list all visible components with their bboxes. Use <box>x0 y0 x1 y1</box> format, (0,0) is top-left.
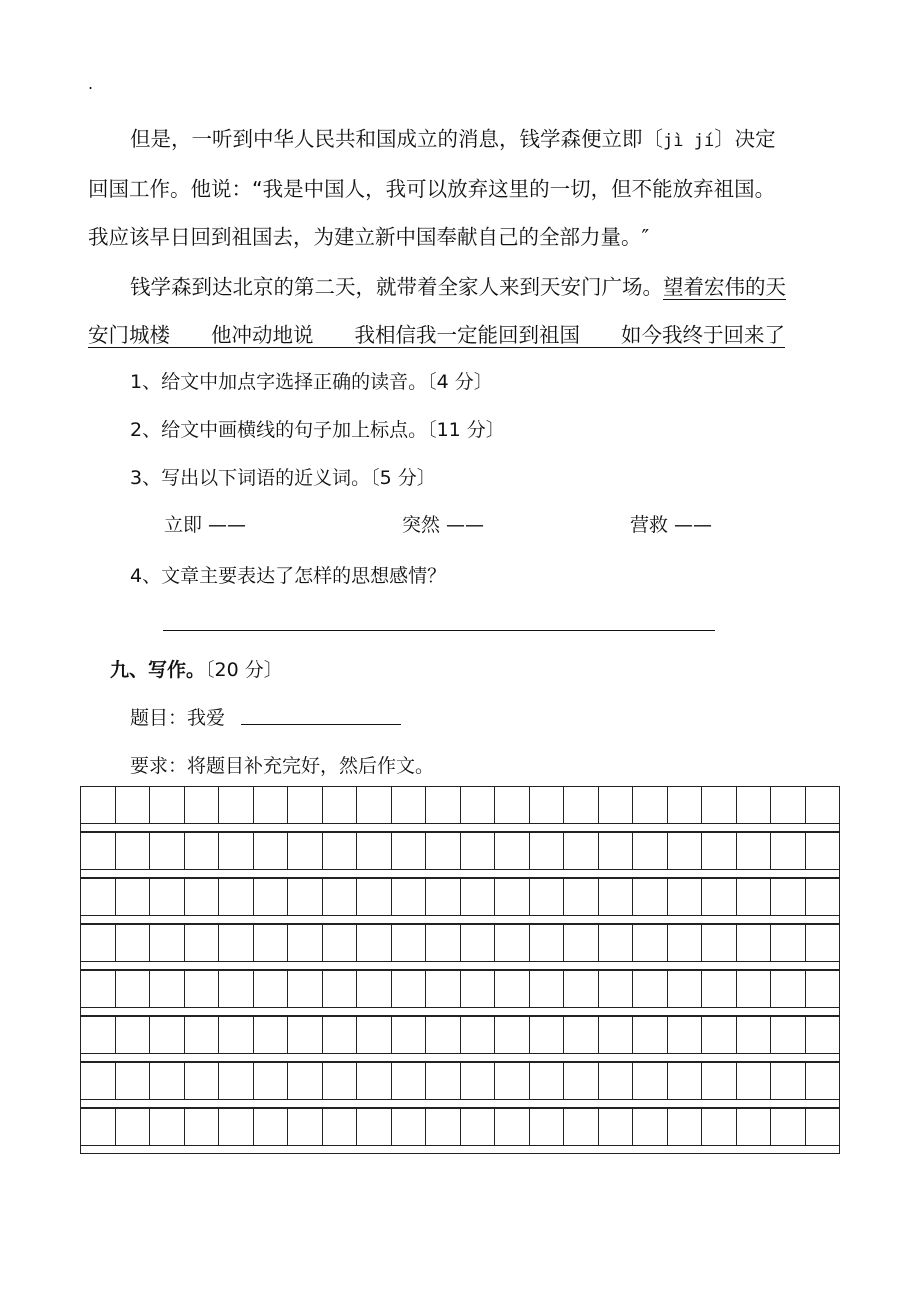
grid-cell[interactable] <box>495 833 530 870</box>
grid-cell[interactable] <box>771 879 806 916</box>
grid-cell[interactable] <box>81 787 116 824</box>
grid-cell[interactable] <box>357 787 392 824</box>
grid-cell[interactable] <box>254 1109 289 1146</box>
grid-cell[interactable] <box>530 1063 565 1100</box>
grid-cell[interactable] <box>219 1109 254 1146</box>
grid-cell[interactable] <box>633 1109 668 1146</box>
question-3: 3、写出以下词语的近义词。〔5 分〕 <box>130 467 436 489</box>
grid-cell[interactable] <box>254 1017 289 1054</box>
grid-cell[interactable] <box>633 971 668 1008</box>
grid-cell[interactable] <box>357 1017 392 1054</box>
grid-cell[interactable] <box>426 1017 461 1054</box>
grid-cell[interactable] <box>633 1063 668 1100</box>
grid-cell[interactable] <box>219 971 254 1008</box>
grid-cell[interactable] <box>668 925 703 962</box>
grid-cell[interactable] <box>426 971 461 1008</box>
grid-cell[interactable] <box>461 879 496 916</box>
grid-cell[interactable] <box>495 1017 530 1054</box>
grid-cell[interactable] <box>495 879 530 916</box>
section-points: 〔20 分〕 <box>205 659 283 681</box>
grid-cell[interactable] <box>288 1109 323 1146</box>
grid-cell[interactable] <box>737 1109 772 1146</box>
pinyin-options: jì jí <box>663 131 715 151</box>
grid-cell[interactable] <box>426 925 461 962</box>
grid-cell[interactable] <box>737 971 772 1008</box>
grid-cell[interactable] <box>426 879 461 916</box>
question-2: 2、给文中画横线的句子加上标点。〔11 分〕 <box>130 419 505 441</box>
grid-cell[interactable] <box>461 833 496 870</box>
grid-cell[interactable] <box>392 833 427 870</box>
grid-cells <box>80 832 840 870</box>
grid-cell[interactable] <box>564 925 599 962</box>
grid-row <box>80 1062 840 1108</box>
grid-cells <box>80 1062 840 1100</box>
grid-cell[interactable] <box>599 1017 634 1054</box>
grid-row-gap <box>80 962 840 970</box>
grid-cell[interactable] <box>357 1109 392 1146</box>
grid-cell[interactable] <box>150 833 185 870</box>
grid-cell[interactable] <box>357 833 392 870</box>
grid-cell[interactable] <box>219 1063 254 1100</box>
grid-cell[interactable] <box>564 1063 599 1100</box>
passage-text: 〕决定 <box>714 127 776 151</box>
topic-label: 题目：我爱 <box>130 707 226 729</box>
grid-cell[interactable] <box>392 1063 427 1100</box>
grid-cell[interactable] <box>357 879 392 916</box>
grid-cell[interactable] <box>357 1063 392 1100</box>
grid-cell[interactable] <box>530 833 565 870</box>
grid-cell[interactable] <box>81 1109 116 1146</box>
grid-cell[interactable] <box>668 1017 703 1054</box>
grid-cell[interactable] <box>81 879 116 916</box>
grid-cell[interactable] <box>806 1109 841 1146</box>
grid-cell[interactable] <box>495 925 530 962</box>
grid-cell[interactable] <box>288 787 323 824</box>
passage-text: 钱学森到达北京的第二天，就带着全家人来到天安门广场。 <box>130 275 663 299</box>
grid-cell[interactable] <box>702 925 737 962</box>
grid-cell[interactable] <box>771 1109 806 1146</box>
grid-cell[interactable] <box>461 1063 496 1100</box>
grid-cell[interactable] <box>806 833 841 870</box>
grid-cell[interactable] <box>564 1109 599 1146</box>
grid-cell[interactable] <box>771 1017 806 1054</box>
grid-row <box>80 786 840 832</box>
grid-cells <box>80 1016 840 1054</box>
grid-cell[interactable] <box>495 1063 530 1100</box>
grid-cell[interactable] <box>185 1017 220 1054</box>
grid-cell[interactable] <box>219 879 254 916</box>
grid-cell[interactable] <box>564 1017 599 1054</box>
grid-cell[interactable] <box>392 1017 427 1054</box>
grid-row-gap <box>80 1008 840 1016</box>
grid-cell[interactable] <box>599 971 634 1008</box>
grid-cell[interactable] <box>564 833 599 870</box>
grid-cell[interactable] <box>461 925 496 962</box>
underlined-sentence: 望着宏伟的天 <box>663 275 786 299</box>
grid-cell[interactable] <box>564 879 599 916</box>
grid-cell[interactable] <box>185 1109 220 1146</box>
grid-cell[interactable] <box>81 1063 116 1100</box>
grid-cell[interactable] <box>599 1109 634 1146</box>
grid-row-gap <box>80 824 840 832</box>
grid-cells <box>80 786 840 824</box>
grid-cell[interactable] <box>737 1017 772 1054</box>
grid-cell[interactable] <box>530 1017 565 1054</box>
grid-cell[interactable] <box>323 833 358 870</box>
passage-line: 我应该早日回到祖国去，为建立新中国奉献自己的全部力量。″ <box>88 225 650 249</box>
grid-cell[interactable] <box>323 787 358 824</box>
grid-row-gap <box>80 1100 840 1108</box>
grid-cell[interactable] <box>564 971 599 1008</box>
grid-cell[interactable] <box>461 1017 496 1054</box>
grid-cell[interactable] <box>633 879 668 916</box>
grid-cell[interactable] <box>116 971 151 1008</box>
grid-cell[interactable] <box>392 787 427 824</box>
grid-cell[interactable] <box>81 925 116 962</box>
section-heading: 九、写作。 <box>110 659 206 681</box>
grid-cell[interactable] <box>771 833 806 870</box>
synonym-prompt: 立即 —— <box>164 514 247 536</box>
passage-line <box>130 122 776 152</box>
page-marker: . <box>88 74 94 93</box>
grid-row <box>80 1016 840 1062</box>
grid-cell[interactable] <box>150 1017 185 1054</box>
grid-cell[interactable] <box>668 833 703 870</box>
grid-cell[interactable] <box>185 971 220 1008</box>
grid-cell[interactable] <box>702 879 737 916</box>
grid-cell[interactable] <box>254 787 289 824</box>
grid-cell[interactable] <box>633 925 668 962</box>
grid-cell[interactable] <box>806 879 841 916</box>
topic-blank[interactable] <box>241 724 401 725</box>
grid-cell[interactable] <box>806 925 841 962</box>
grid-cell[interactable] <box>254 833 289 870</box>
grid-cell[interactable] <box>150 1109 185 1146</box>
grid-cell[interactable] <box>185 1063 220 1100</box>
grid-cell[interactable] <box>702 1017 737 1054</box>
grid-cell[interactable] <box>392 879 427 916</box>
grid-row <box>80 1108 840 1154</box>
grid-cell[interactable] <box>702 1109 737 1146</box>
question-1: 1、给文中加点字选择正确的读音。〔4 分〕 <box>130 371 493 393</box>
grid-cell[interactable] <box>150 1063 185 1100</box>
grid-cell[interactable] <box>771 1063 806 1100</box>
grid-cell[interactable] <box>737 879 772 916</box>
grid-cell[interactable] <box>116 925 151 962</box>
grid-cell[interactable] <box>806 1017 841 1054</box>
grid-cell[interactable] <box>737 787 772 824</box>
grid-cell[interactable] <box>737 833 772 870</box>
grid-cell[interactable] <box>323 879 358 916</box>
grid-cell[interactable] <box>288 925 323 962</box>
grid-cell[interactable] <box>702 1063 737 1100</box>
grid-cell[interactable] <box>219 787 254 824</box>
grid-cell[interactable] <box>599 787 634 824</box>
grid-cell[interactable] <box>288 971 323 1008</box>
grid-cell[interactable] <box>668 1063 703 1100</box>
grid-cell[interactable] <box>392 1109 427 1146</box>
grid-cell[interactable] <box>185 787 220 824</box>
grid-cell[interactable] <box>288 1063 323 1100</box>
grid-cell[interactable] <box>426 787 461 824</box>
grid-cell[interactable] <box>668 971 703 1008</box>
grid-cell[interactable] <box>599 833 634 870</box>
grid-cells <box>80 970 840 1008</box>
grid-cell[interactable] <box>254 971 289 1008</box>
grid-cell[interactable] <box>737 925 772 962</box>
grid-cell[interactable] <box>530 971 565 1008</box>
grid-cell[interactable] <box>288 1017 323 1054</box>
grid-cell[interactable] <box>357 971 392 1008</box>
grid-row <box>80 832 840 878</box>
grid-row-gap <box>80 1146 840 1154</box>
grid-cell[interactable] <box>495 971 530 1008</box>
grid-cells <box>80 878 840 916</box>
grid-cell[interactable] <box>633 833 668 870</box>
grid-cell[interactable] <box>461 971 496 1008</box>
grid-cell[interactable] <box>323 1109 358 1146</box>
grid-row-gap <box>80 870 840 878</box>
grid-row-gap <box>80 1054 840 1062</box>
grid-cell[interactable] <box>806 971 841 1008</box>
grid-cell[interactable] <box>668 1109 703 1146</box>
grid-cell[interactable] <box>426 1063 461 1100</box>
grid-cell[interactable] <box>771 787 806 824</box>
grid-cell[interactable] <box>495 1109 530 1146</box>
grid-row <box>80 970 840 1016</box>
grid-cells <box>80 1108 840 1146</box>
grid-cell[interactable] <box>81 971 116 1008</box>
grid-cell[interactable] <box>219 833 254 870</box>
grid-cell[interactable] <box>288 879 323 916</box>
grid-cell[interactable] <box>219 925 254 962</box>
grid-cell[interactable] <box>185 879 220 916</box>
grid-cell[interactable] <box>81 833 116 870</box>
grid-cell[interactable] <box>323 971 358 1008</box>
grid-cell[interactable] <box>150 925 185 962</box>
grid-cell[interactable] <box>806 787 841 824</box>
grid-cell[interactable] <box>702 971 737 1008</box>
grid-cell[interactable] <box>116 1109 151 1146</box>
composition-grid[interactable] <box>80 786 840 1154</box>
grid-row <box>80 878 840 924</box>
grid-cell[interactable] <box>150 971 185 1008</box>
grid-cell[interactable] <box>116 787 151 824</box>
passage-line <box>130 270 786 300</box>
grid-cell[interactable] <box>599 925 634 962</box>
answer-line[interactable] <box>163 630 715 631</box>
grid-cell[interactable] <box>323 1017 358 1054</box>
grid-cell[interactable] <box>461 1109 496 1146</box>
grid-cell[interactable] <box>185 833 220 870</box>
grid-cell[interactable] <box>737 1063 772 1100</box>
grid-cell[interactable] <box>323 1063 358 1100</box>
grid-cell[interactable] <box>116 1063 151 1100</box>
grid-cell[interactable] <box>116 879 151 916</box>
grid-cell[interactable] <box>150 879 185 916</box>
requirement: 要求：将题目补充完好，然后作文。 <box>130 755 435 777</box>
grid-cell[interactable] <box>599 879 634 916</box>
synonym-prompt: 营救 —— <box>630 514 713 536</box>
grid-cell[interactable] <box>564 787 599 824</box>
grid-cells <box>80 924 840 962</box>
grid-cell[interactable] <box>426 1109 461 1146</box>
grid-cell[interactable] <box>392 971 427 1008</box>
grid-cell[interactable] <box>150 787 185 824</box>
grid-cell[interactable] <box>392 925 427 962</box>
grid-cell[interactable] <box>530 1109 565 1146</box>
grid-cell[interactable] <box>599 1063 634 1100</box>
grid-cell[interactable] <box>530 879 565 916</box>
grid-cell[interactable] <box>288 833 323 870</box>
passage-line: 回国工作。他说：“我是中国人，我可以放弃这里的一切，但不能放弃祖国。 <box>88 177 776 201</box>
grid-cell[interactable] <box>530 787 565 824</box>
topic-line <box>130 703 225 730</box>
grid-cell[interactable] <box>254 925 289 962</box>
grid-cell[interactable] <box>81 1017 116 1054</box>
grid-cell[interactable] <box>702 833 737 870</box>
writing-heading-line <box>110 655 283 682</box>
passage-text: 但是，一听到中华人民共和国成立的消息，钱学森便立即〔 <box>130 127 663 151</box>
synonym-prompt: 突然 —— <box>402 514 485 536</box>
grid-cell[interactable] <box>219 1017 254 1054</box>
grid-cell[interactable] <box>185 925 220 962</box>
grid-cell[interactable] <box>771 925 806 962</box>
question-4: 4、文章主要表达了怎样的思想感情？ <box>130 565 447 587</box>
grid-cell[interactable] <box>633 1017 668 1054</box>
grid-cell[interactable] <box>323 925 358 962</box>
grid-row-gap <box>80 916 840 924</box>
underlined-sentence: 安门城楼 他冲动地说 我相信我一定能回到祖国 如今我终于回来了 <box>88 323 785 347</box>
grid-cell[interactable] <box>771 971 806 1008</box>
grid-cell[interactable] <box>633 787 668 824</box>
grid-cell[interactable] <box>702 787 737 824</box>
grid-cell[interactable] <box>116 1017 151 1054</box>
grid-cell[interactable] <box>426 833 461 870</box>
grid-cell[interactable] <box>668 787 703 824</box>
grid-cell[interactable] <box>357 925 392 962</box>
grid-cell[interactable] <box>461 787 496 824</box>
grid-cell[interactable] <box>254 879 289 916</box>
grid-cell[interactable] <box>806 1063 841 1100</box>
grid-cell[interactable] <box>530 925 565 962</box>
grid-cell[interactable] <box>254 1063 289 1100</box>
grid-cell[interactable] <box>495 787 530 824</box>
grid-cell[interactable] <box>116 833 151 870</box>
grid-cell[interactable] <box>668 879 703 916</box>
grid-row <box>80 924 840 970</box>
